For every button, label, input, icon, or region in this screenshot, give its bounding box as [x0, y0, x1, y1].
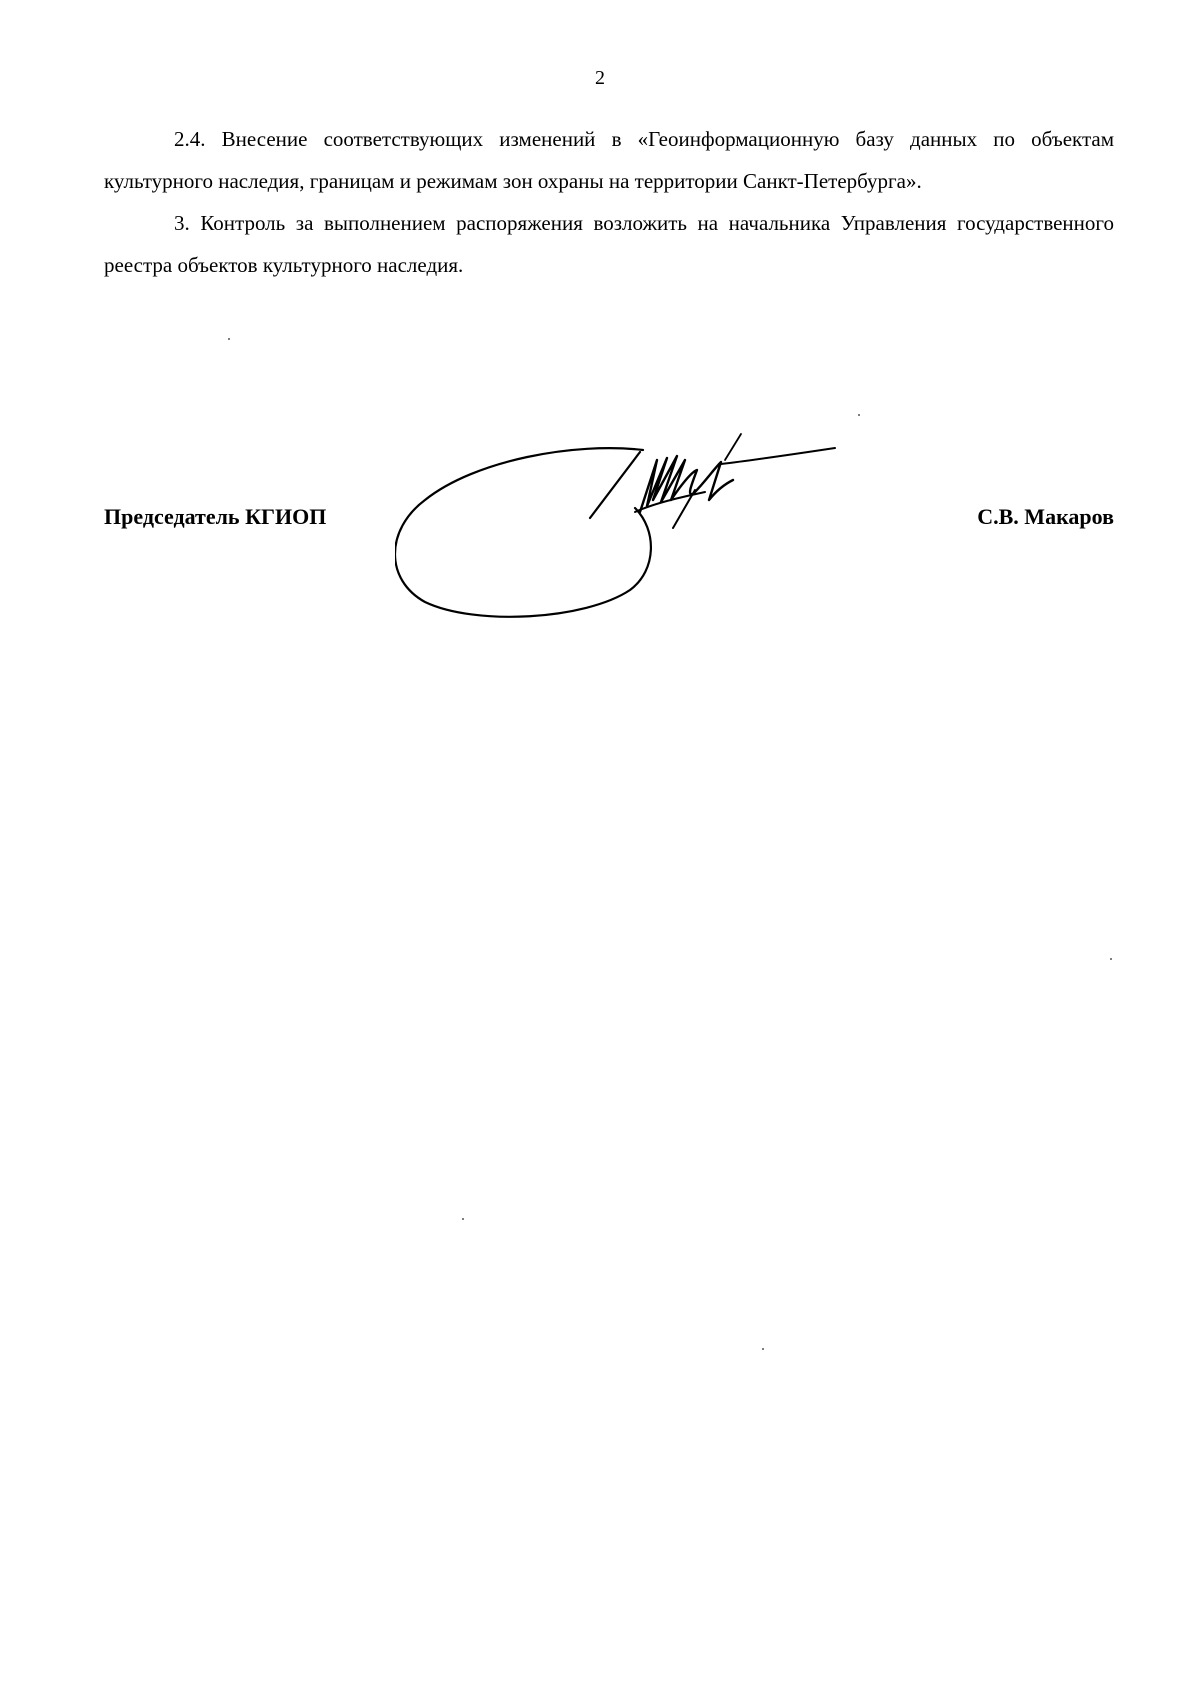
signature-upstroke	[725, 434, 741, 460]
scan-speck	[762, 1348, 764, 1350]
document-body	[104, 118, 1114, 286]
scan-speck	[858, 414, 860, 416]
signature-descender-stroke	[673, 490, 695, 528]
signature-tail-stroke	[721, 448, 835, 464]
signature-diagonal-stroke	[590, 452, 640, 518]
signatory-position-title: Председатель КГИОП	[104, 504, 327, 529]
paragraph-2-4: 2.4. Внесение соответствующих изменений в «Геоинформационную базу данных по объектам культурного наследия, границам и режимам зон охраны на территории Санкт-Петербурга».	[104, 127, 1114, 193]
paragraph-3: 3. Контроль за выполнением распоряжения возложить на начальника Управления государственного реестра объектов культурного наследия.	[104, 211, 1114, 277]
scan-speck	[228, 338, 230, 340]
handwritten-signature	[395, 430, 855, 630]
signature-loop-stroke	[395, 448, 651, 617]
signatory-name: С.В. Макаров	[977, 504, 1114, 529]
scan-speck	[1110, 958, 1112, 960]
page-number: 2	[595, 67, 605, 89]
scan-speck	[462, 1218, 464, 1220]
